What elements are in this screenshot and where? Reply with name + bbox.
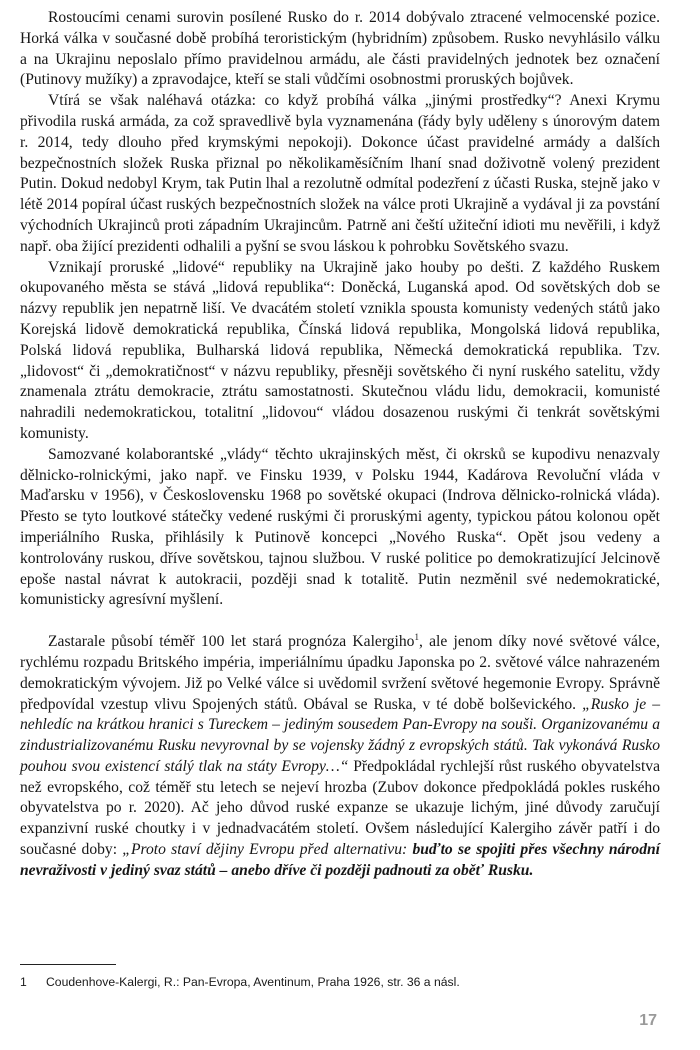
paragraph-5-intro: Zastarale působí téměř 100 let stará prognóza Kalergiho xyxy=(48,633,415,651)
conclusion-quote-emphasis: buďto se spojiti přes všechny národní nevraživosti v jediný svaz států – anebo dříve či později padnouti za oběť Rusku. xyxy=(20,841,661,879)
paragraph-4: Samozvané kolaborantské „vlády“ těchto ukrajinských měst, či okrsků se kupodivu nenazvaly dělnicko-rolnickými, jako např. ve Finsku 1939, v Polsku 1944, Kadárova Revoluční vláda v Maďarsku v 1956), v Československu 1968 po sovětské okupaci (Indrova dělnicko-rolnická vláda). Přesto se tyto loutkové státečky vedené ruskými či proruskými agenty, typickou pátou kolonou opět imperiálního Ruska, přihlásily k Putinově koncepci „Nového Ruska“. Opět jsou vedeny a kontrolovány ruskou, dříve sovětskou, tajnou službou. V ruské politice po demokratizující Jelcinově epoše nastal návrat k autokracii, později snad k totalitě. Putin nezměnil své nedemokratické, komunisticky agresívní myšlení. xyxy=(20,445,660,609)
footnote-text: Coudenhove-Kalergi, R.: Pan-Evropa, Aventinum, Praha 1926, str. 36 a násl. xyxy=(46,975,460,989)
document-body xyxy=(20,8,660,882)
paragraph-3: Vznikají proruské „lidové“ republiky na Ukrajině jako houby po dešti. Z každého Ruskem okupovaného města se stává „lidová republika“: Doněcká, Luganská apod. Od sovětských dob se názvy republik jen nepatrně liší. Ve dvacátém století vznikla spousta komunisty vedených států jako Korejská lidově demokratická republika, Čínská lidová republika, Mongolská lidová republika, Polská lidová republika, Bulharská lidová republika, Německá demokratická republika. Tzv. „lidovost“ či „demokratičnost“ v názvu republiky, přesněji sovětského či nyní ruského satelitu, vždy znamenala ztrátu demokracie, ztrátu samostatnosti. Skutečnou vládu lidu, demokracii, komunisté nahradili nedemokratickou, totalitní „lidovou“ vládou dosazenou ruskými či tenkrát sovětskými komunisty. xyxy=(20,258,660,442)
paragraph-2: Vtírá se však naléhavá otázka: co když probíhá válka „jinými prostředky“? Anexi Krymu přivodila ruská armáda, za což spravedlivě byla vyznamenána (řády byly uděleny s únorovým datem r. 2014, tedy dlouho před krymskými nepokoji). Dokonce účast pravidelné armády a dalších bezpečnostních složek Ruska přiznal po několikaměsíčním lhaní snad doživotně volený prezident Putin. Dokud nedobyl Krym, tak Putin lhal a rezolutně odmítal podezření z účasti Ruska, stejně jako v létě 2014 popíral účast ruských bezpečnostních složek na válce proti Ukrajině a vydával ji za povstání východních Ukrajinců proti západním Ukrajincům. Patrně ani čeští užiteční idioti mu nevěřili, i když např. oba žijící prezidenti odhalili a pyšní se svou láskou k pohrobku Sovětského svazu. xyxy=(20,92,660,255)
footnote-divider xyxy=(20,964,116,965)
paragraph-1: Rostoucími cenami surovin posílené Rusko do r. 2014 dobývalo ztracené velmocenské pozice. Horká válka v současné době probíhá teroristickým (hybridním) způsobem. Rusko nevyhlásilo válku a na Ukrajinu neposlalo přímo pravidelnou armádu, ale části pravidelných jednotek bez označení (Putinovy mužíky) a zpravodajce, kteří se stali vůdčími osobnostmi proruských bojůvek. xyxy=(20,9,660,89)
kalergi-quote: „Rusko je – nehledíc na krátkou hranici s Tureckem – jediným sousedem Pan-Evropy na souši. Organizovanému a zindustrializovanému Rusku nevyrovnal by se vojensky žádný z evropských států. Tak vykonává Rusko pouhou svou existencí stálý tlak na státy Evropy…“ xyxy=(20,695,660,775)
page-number: 17 xyxy=(639,1012,657,1029)
paragraph-5-text: , ale jenom díky nové světové válce, rychlému rozpadu Britského impéria, imperiálnímu úpadku Japonska po 2. světové válce nahrazeném demokratickým vývojem. Již po Velké válce si uvědomil svržení světové hegemonie Evropy. Správně předpovídal vzestup vlivu Spojených států. Obával se Ruska, v té době bolševického. xyxy=(20,633,660,713)
paragraph-5-continuation: Předpokládal rychlejší růst ruského obyvatelstva než evropského, což téměř stu letech se nejeví hrozba (Zubov dokonce předpokládá pokles ruského obyvatelstva po r. 2020). Ač jeho důvod ruské expanze se ukazuje lichým, jiné důvody zaručují expanzivní ruské choutky i v jednadvacátém století. Ovšem následující Kalergiho závěr patří i do současné doby: xyxy=(20,757,660,859)
footnote xyxy=(20,975,660,989)
footnote-reference[interactable]: 1 xyxy=(414,632,419,643)
footnote-number: 1 xyxy=(20,975,27,989)
conclusion-quote-lead: „Proto staví dějiny Evropu před alternativu: xyxy=(122,841,413,859)
paragraph-5 xyxy=(20,632,660,882)
